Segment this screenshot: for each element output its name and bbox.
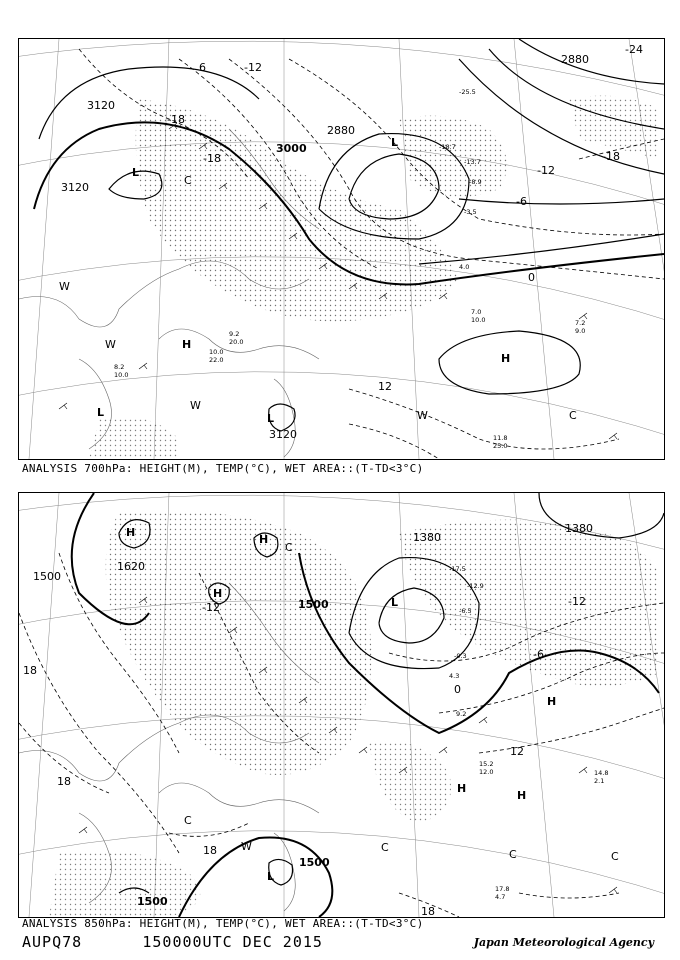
wet-area <box>89 96 659 459</box>
pressure-center: L <box>391 596 399 609</box>
agency-name: Japan Meteorological Agency <box>473 936 654 949</box>
station-value: 14.8 <box>594 769 609 777</box>
map-700hpa-canvas <box>19 39 664 459</box>
height-label: 1500 <box>299 856 330 869</box>
isotherm-label: -24 <box>625 43 643 56</box>
pressure-center: H <box>213 587 223 600</box>
height-label: 3120 <box>269 428 297 441</box>
height-label: 1380 <box>413 531 441 544</box>
temperature-center: C <box>611 850 619 863</box>
height-label: 1620 <box>117 560 145 573</box>
pressure-center: H <box>547 695 557 708</box>
pressure-center: H <box>457 782 467 795</box>
valid-time: 150000UTC DEC 2015 <box>142 933 323 951</box>
station-value: 4.0 <box>459 263 470 271</box>
station-value: -13.7 <box>464 158 481 166</box>
height-label: 2880 <box>561 53 589 66</box>
station-value: 20.0 <box>229 338 244 346</box>
station-value: 9.0 <box>575 327 586 335</box>
map-panel-700hpa <box>18 38 665 460</box>
pressure-center: L <box>391 136 399 149</box>
temperature-center: W <box>190 399 201 412</box>
station-value: 15.2 <box>479 760 494 768</box>
station-value: -25.5 <box>459 88 476 96</box>
pressure-center: H <box>259 533 269 546</box>
station-value: 10.0 <box>471 316 486 324</box>
height-label: 3120 <box>61 181 89 194</box>
isotherm-label: -12 <box>244 61 262 74</box>
temperature-center: C <box>569 409 577 422</box>
pressure-center: L <box>267 412 275 425</box>
temperature-center: C <box>184 174 192 187</box>
chart-footer <box>22 933 323 951</box>
map-850hpa-canvas <box>19 493 664 917</box>
temperature-center: W <box>417 409 428 422</box>
pressure-center: H <box>501 352 511 365</box>
isotherm-label: 12 <box>378 380 392 393</box>
station-value: 2.1 <box>594 777 605 785</box>
isotherm-label: 18 <box>421 905 435 917</box>
panel-850hpa-caption: ANALYSIS 850hPa: HEIGHT(M), TEMP(°C), WET AREA::(T-TD<3°C) <box>22 917 424 930</box>
station-value: -0.3 <box>454 652 467 660</box>
station-value: 7.0 <box>471 308 482 316</box>
isotherm-label: -18 <box>203 152 221 165</box>
station-value: 11.8 <box>493 434 508 442</box>
isotherm-label: -12 <box>537 164 555 177</box>
station-value: 9.2 <box>456 710 467 718</box>
station-value: 12.0 <box>479 768 494 776</box>
isotherm-label: 18 <box>57 775 71 788</box>
pressure-center: L <box>97 406 105 419</box>
chart-id: AUPQ78 <box>22 933 83 951</box>
station-value: 4.7 <box>495 893 506 901</box>
temperature-center: W <box>105 338 116 351</box>
isotherm-label: -6 <box>533 648 544 661</box>
station-value: 22.0 <box>209 356 224 364</box>
temperature-center: C <box>184 814 192 827</box>
height-label: 1500 <box>33 570 61 583</box>
height-label: 2880 <box>327 124 355 137</box>
station-value: 4.3 <box>449 672 460 680</box>
pressure-center: L <box>267 870 275 883</box>
station-value: -18.7 <box>439 143 456 151</box>
isotherm-label: 18 <box>23 664 37 677</box>
pressure-center: H <box>126 526 136 539</box>
isotherm-label: 0 <box>528 271 535 284</box>
station-value: 25.0 <box>493 442 508 450</box>
panel-700hpa-caption: ANALYSIS 700hPa: HEIGHT(M), TEMP(°C), WET AREA::(T-TD<3°C) <box>22 462 424 475</box>
isotherm-label: 12 <box>510 745 524 758</box>
isotherm-label: -18 <box>167 113 185 126</box>
temperature-center: C <box>285 541 293 554</box>
height-label: 1500 <box>298 598 329 611</box>
pressure-center: H <box>182 338 192 351</box>
isotherm-label: -18 <box>602 150 620 163</box>
station-value: -6.5 <box>459 607 472 615</box>
station-value: 17.8 <box>495 885 510 893</box>
isotherm-label: 18 <box>203 844 217 857</box>
isotherm-label: 6 <box>199 61 206 74</box>
height-label: 1380 <box>565 522 593 535</box>
map-panel-850hpa <box>18 492 665 918</box>
station-value: -8.9 <box>469 178 482 186</box>
height-label: 1500 <box>137 895 168 908</box>
station-value: 10.0 <box>209 348 224 356</box>
station-value: -12.9 <box>467 582 484 590</box>
height-label: 3120 <box>87 99 115 112</box>
isotherm-label: -12 <box>202 601 220 614</box>
station-value: 8.2 <box>114 363 125 371</box>
temperature-center: W <box>59 280 70 293</box>
station-value: -17.5 <box>449 565 466 573</box>
pressure-center: L <box>132 166 140 179</box>
station-value: 10.0 <box>114 371 129 379</box>
isotherm-label: -12 <box>568 595 586 608</box>
isotherm-label: -6 <box>516 195 527 208</box>
height-label: 3000 <box>276 142 307 155</box>
pressure-center: H <box>517 789 527 802</box>
temperature-center: W <box>241 840 252 853</box>
footer-spacer <box>92 933 132 951</box>
station-value: 7.2 <box>575 319 586 327</box>
station-value: -3.5 <box>464 208 477 216</box>
temperature-center: C <box>509 848 517 861</box>
temperature-center: C <box>381 841 389 854</box>
station-value: 9.2 <box>229 330 240 338</box>
isotherm-label: 0 <box>454 683 461 696</box>
